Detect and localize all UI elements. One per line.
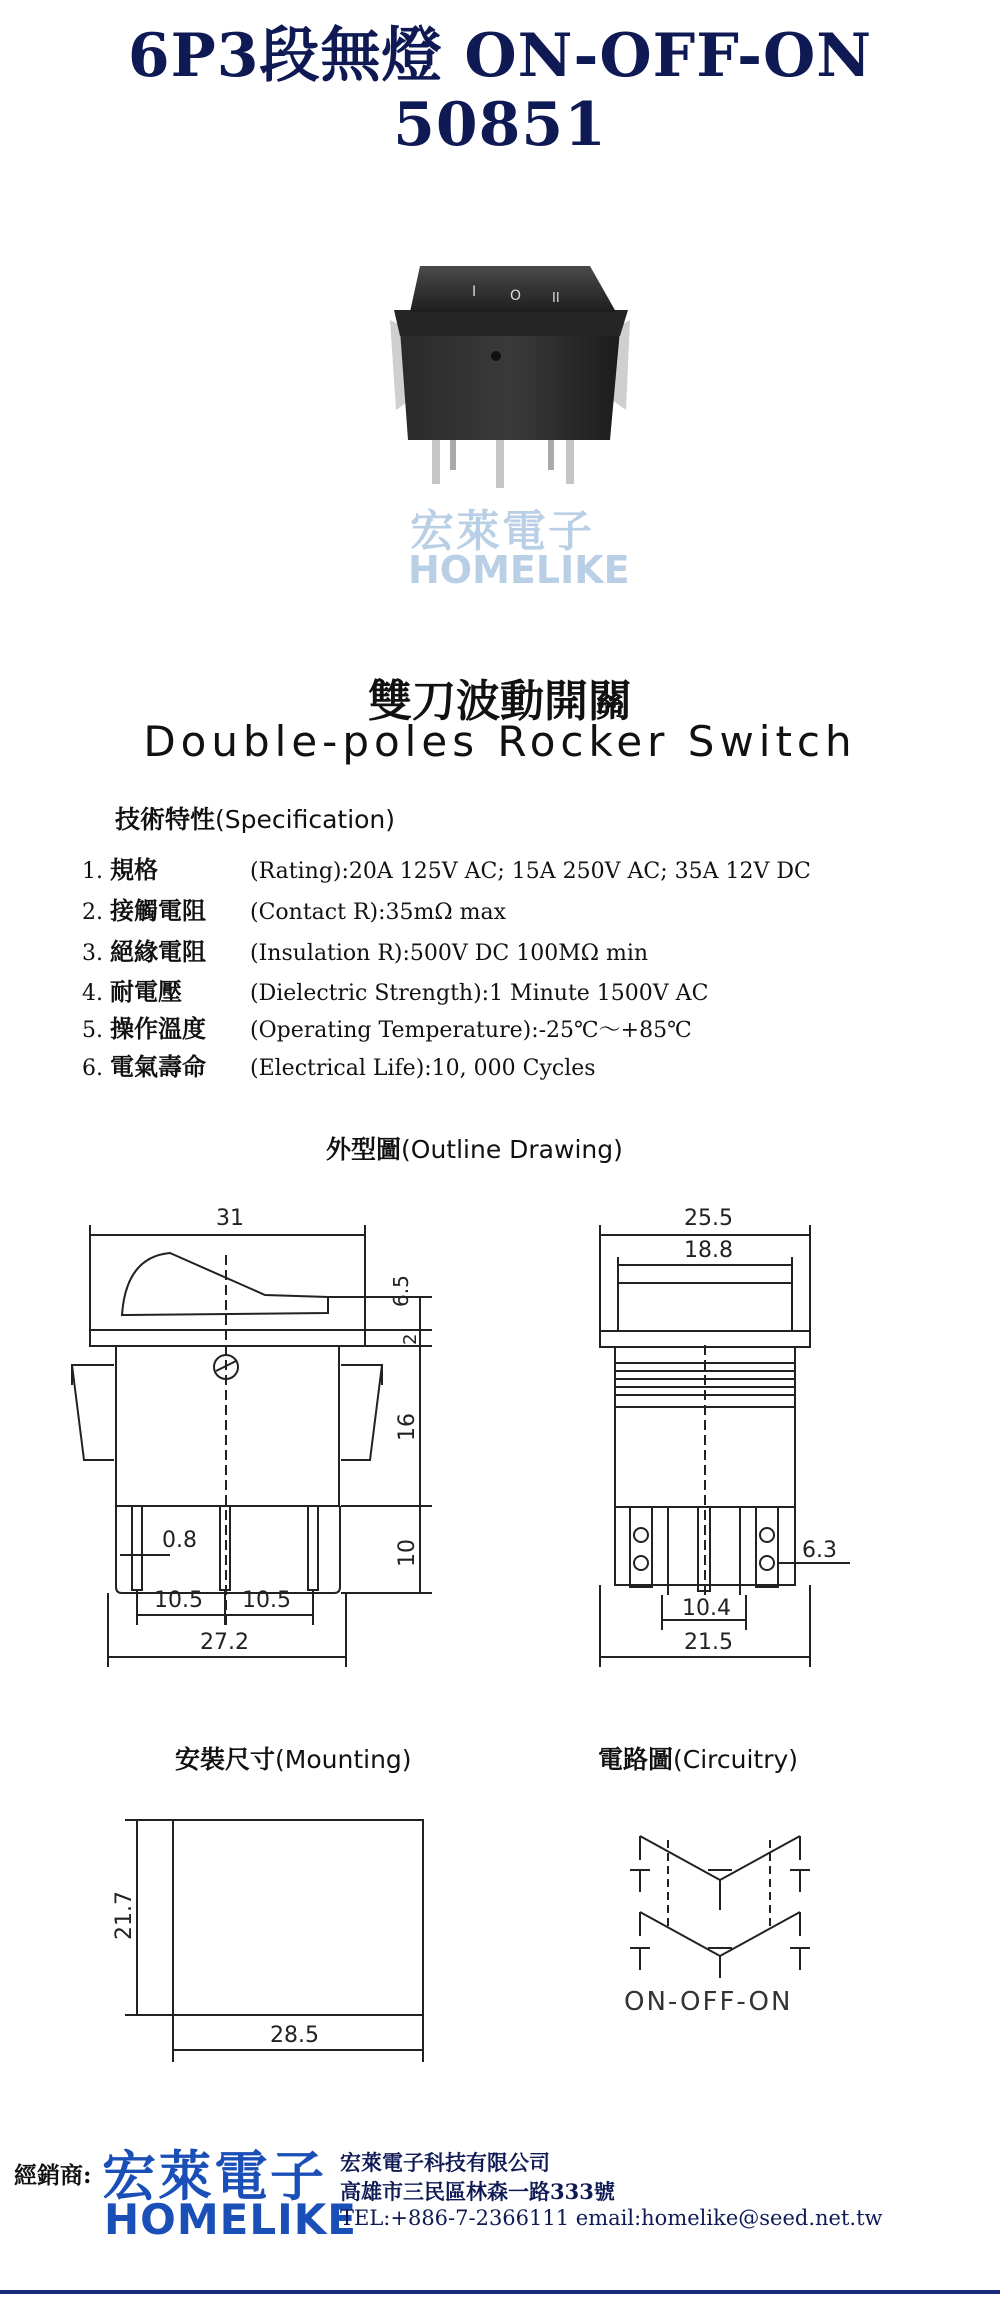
product-name-zh: 雙刀波動開關 — [368, 676, 632, 727]
mounting-heading-en: (Mounting) — [275, 1745, 412, 1774]
dim-6-3: 6.3 — [802, 1538, 837, 1563]
spec-row-number: 3. — [82, 941, 103, 966]
spec-row-value: (Insulation R):500V DC 100MΩ min — [250, 941, 649, 966]
spec-row-value: (Contact R):35mΩ max — [250, 900, 506, 925]
spec-row-label: 電氣壽命 — [110, 1052, 206, 1081]
spec-row-label: 耐電壓 — [110, 977, 182, 1006]
rocker-mark-1: I — [472, 284, 477, 300]
model-number: 50851 — [393, 90, 607, 160]
distributor-label: 經銷商: — [14, 2162, 92, 2189]
spec-heading-zh: 技術特性 — [115, 805, 216, 834]
spec-row — [82, 855, 811, 885]
page-title: 6P3段無燈 ON-OFF-ON — [127, 21, 873, 91]
spec-row-value: (Dielectric Strength):1 Minute 1500V AC — [250, 981, 709, 1006]
company-address: 高雄市三民區林森一路333號 — [340, 2179, 615, 2204]
spec-row — [82, 1014, 692, 1044]
mounting-heading — [175, 1740, 412, 1776]
product-name-en: Double-poles Rocker Switch — [143, 717, 857, 766]
spec-row-value: (Operating Temperature):-25℃～+85℃ — [250, 1018, 692, 1043]
spec-row — [82, 896, 506, 926]
mount-width: 28.5 — [270, 2023, 319, 2048]
circuit-heading-en: (Circuitry) — [673, 1745, 799, 1774]
spec-heading-en: (Specification) — [215, 805, 396, 834]
dim-31: 31 — [216, 1206, 244, 1231]
footer-divider — [0, 2290, 1000, 2294]
mounting-heading-zh: 安裝尺寸 — [175, 1745, 276, 1774]
dim-16: 16 — [395, 1413, 420, 1441]
circuit-heading — [598, 1740, 798, 1776]
dim-0-8: 0.8 — [162, 1528, 197, 1553]
dim-27-2: 27.2 — [200, 1630, 249, 1655]
mounting-drawing — [95, 1800, 455, 2070]
spec-row-number: 4. — [82, 981, 103, 1006]
dim-25-5: 25.5 — [684, 1206, 733, 1231]
dim-21-5: 21.5 — [684, 1630, 733, 1655]
dim-6-5: 6.5 — [389, 1275, 413, 1307]
product-photo — [380, 250, 640, 500]
spec-row — [82, 977, 708, 1007]
spec-row-value: (Electrical Life):10, 000 Cycles — [250, 1056, 596, 1081]
dim-10-5-b: 10.5 — [242, 1588, 291, 1613]
spec-heading — [115, 800, 395, 836]
outline-heading-zh: 外型圖 — [326, 1135, 402, 1164]
spec-row-number: 6. — [82, 1056, 103, 1081]
mount-height: 21.7 — [112, 1891, 137, 1940]
watermark-en: HOMELIKE — [408, 548, 630, 592]
spec-row-label: 絕緣電阻 — [110, 937, 206, 966]
spec-row-number: 5. — [82, 1018, 103, 1043]
spec-row-label: 接觸電阻 — [110, 896, 206, 925]
outline-side-view — [60, 1195, 450, 1675]
spec-row-value: (Rating):20A 125V AC; 15A 250V AC; 35A 12V DC — [250, 859, 811, 884]
watermark-zh: 宏萊電子 — [410, 506, 594, 557]
dim-2: 2 — [400, 1333, 421, 1345]
logo-zh: 宏萊電子 — [102, 2145, 326, 2208]
spec-row-number: 1. — [82, 859, 103, 884]
outline-heading — [326, 1130, 623, 1166]
dim-18-8: 18.8 — [684, 1238, 733, 1263]
dim-10: 10 — [395, 1539, 420, 1567]
dim-10-4: 10.4 — [682, 1596, 731, 1621]
circuit-heading-zh: 電路圖 — [598, 1745, 674, 1774]
spec-row-label: 操作溫度 — [110, 1014, 206, 1043]
company-contact: TEL:+886-7-2366111 email:homelike@seed.net.tw — [340, 2206, 883, 2230]
dim-10-5-a: 10.5 — [154, 1588, 203, 1613]
circuit-label: ON-OFF-ON — [624, 1987, 793, 2017]
company-name: 宏萊電子科技有限公司 — [340, 2150, 550, 2175]
outline-heading-en: (Outline Drawing) — [401, 1135, 623, 1164]
spec-row — [82, 1052, 596, 1082]
outline-front-view — [570, 1195, 870, 1675]
spec-row-number: 2. — [82, 900, 103, 925]
circuit-drawing — [620, 1820, 860, 2020]
svg-text:II: II — [552, 291, 560, 306]
logo-en: HOMELIKE — [104, 2195, 357, 2244]
spec-row — [82, 937, 648, 967]
spec-row-label: 規格 — [110, 855, 158, 884]
svg-text:O: O — [510, 288, 522, 304]
